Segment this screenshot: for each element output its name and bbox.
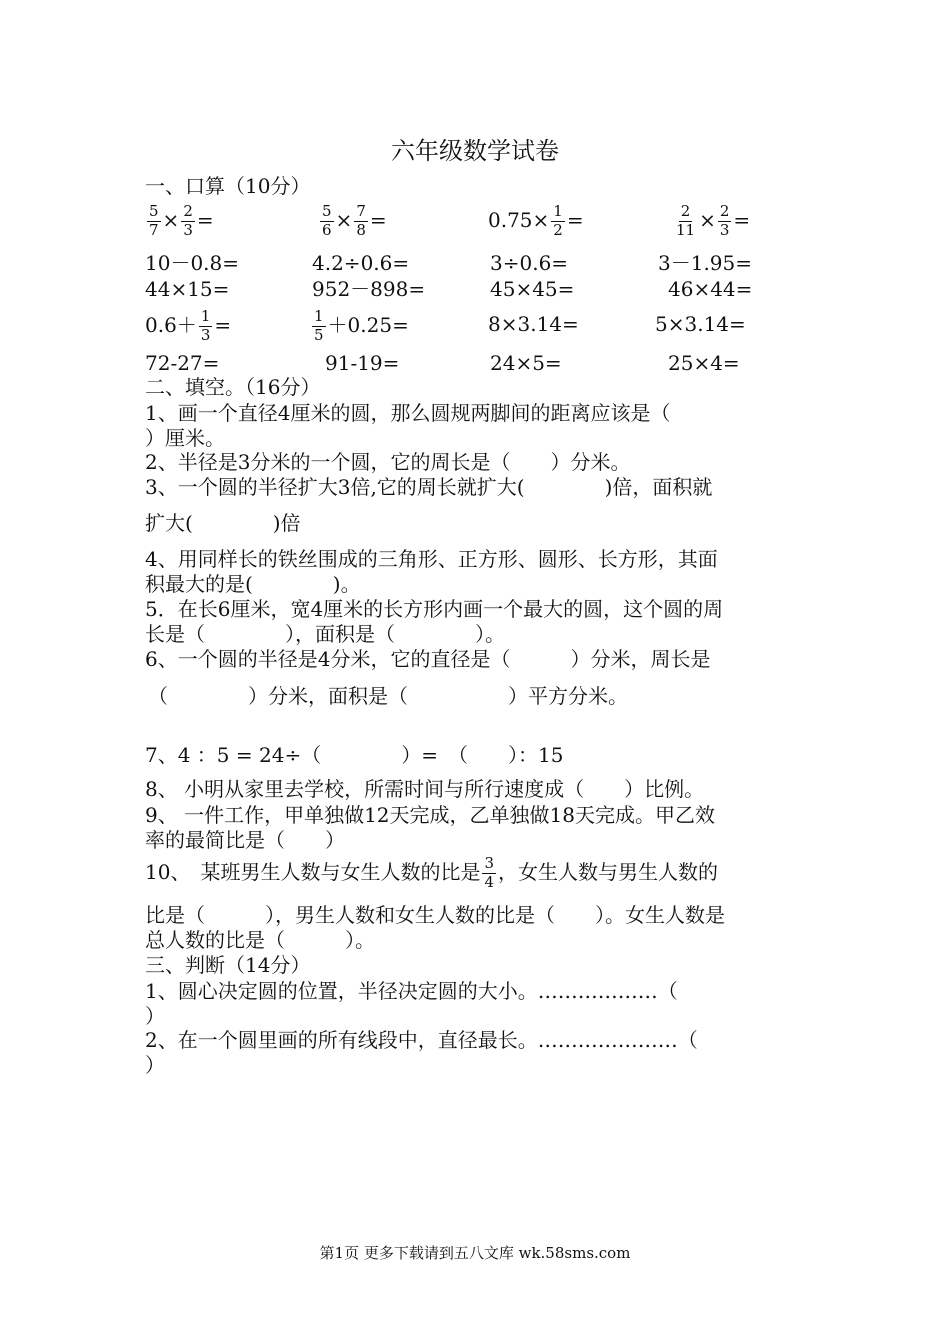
fraction: $\frac{2}{11}$: [676, 202, 696, 239]
question-text: 10、 某班男生人数与女生人数的比是 $\frac{3}{4}$ ，女生人数与男生人数的: [145, 854, 718, 891]
calc-item: 25×4=: [668, 351, 740, 375]
calc-item: 10－0.8=: [145, 251, 240, 275]
fraction: $\frac{7}{8}$: [356, 202, 366, 239]
question-text: ）厘米。: [145, 426, 225, 450]
question-text: 3、一个圆的半径扩大3倍,它的周长就扩大( )倍，面积就: [145, 475, 713, 499]
question-text: 1、画一个直径4厘米的圆，那么圆规两脚间的距离应该是（: [145, 401, 671, 425]
question-text: 5．在长6厘米，宽4厘米的长方形内画一个最大的圆，这个圆的周: [145, 597, 724, 621]
calc-item: 24×5=: [490, 351, 562, 375]
question-text: 7、4 ：5 = 24÷（ ）= （ ）：15: [145, 743, 564, 767]
calc-item: 44×15=: [145, 277, 230, 301]
question-text: 长是（ ），面积是（ ）。: [145, 622, 505, 646]
calc-item: 0.6＋ $\frac{1}{3}$ =: [145, 307, 232, 344]
fraction: $\frac{1}{3}$: [200, 307, 211, 344]
fraction: $\frac{5}{7}$: [149, 202, 159, 239]
calc-item: 46×44=: [668, 277, 753, 301]
question-text: ）: [145, 1004, 165, 1028]
calc-item: 8×3.14=: [488, 312, 579, 336]
fraction: $\frac{5}{6}$: [322, 202, 332, 239]
calc-item: 3÷0.6=: [490, 251, 569, 275]
calc-item: 5×3.14=: [655, 312, 746, 336]
question-text: 8、 小明从家里去学校，所需时间与所行速度成（ ）比例。: [145, 777, 705, 801]
calc-item: $\frac{5}{7}$ × $\frac{2}{3}$ =: [149, 202, 214, 239]
calc-item: 0.75× $\frac{1}{2}$ =: [488, 202, 584, 239]
question-text: 6、一个圆的半径是4分米，它的直径是（ ）分米，周长是: [145, 647, 711, 671]
fraction: $\frac{2}{3}$: [183, 202, 193, 239]
calc-item: $\frac{1}{5}$ ＋0.25=: [314, 307, 409, 344]
question-text: 率的最简比是（ ）: [145, 828, 345, 852]
question-text: 9、 一件工作，甲单独做12天完成，乙单独做18天完成。甲乙效: [145, 803, 715, 827]
fraction: $\frac{1}{5}$: [314, 307, 324, 344]
calc-item: 3－1.95=: [658, 251, 753, 275]
calc-item: 72-27=: [145, 351, 220, 375]
fraction: $\frac{1}{2}$: [553, 202, 563, 239]
question-text: ）: [145, 1053, 165, 1077]
question-text: 1、圆心决定圆的位置，半径决定圆的大小。………………（: [145, 979, 678, 1003]
page-title: 六年级数学试卷: [391, 137, 559, 165]
calc-item: $\frac{2}{11}$ × $\frac{2}{3}$ =: [676, 202, 751, 239]
question-text: （ ）分米，面积是（ ）平方分米。: [148, 684, 628, 708]
fraction: $\frac{3}{4}$: [484, 854, 494, 891]
section-1-heading: 一、口算（10分）: [145, 174, 311, 198]
calc-item: 952－898=: [312, 277, 426, 301]
page-footer: 第1页 更多下载请到五八文库 wk.58sms.com: [319, 1244, 631, 1262]
question-text: 4、用同样长的铁丝围成的三角形、正方形、圆形、长方形，其面: [145, 547, 718, 571]
section-3-heading: 三、判断（14分）: [145, 953, 311, 977]
question-text: 2、半径是3分米的一个圆，它的周长是（ ）分米。: [145, 450, 631, 474]
calc-item: 4.2÷0.6=: [312, 251, 410, 275]
question-text: 总人数的比是（ ）。: [145, 928, 375, 952]
calc-item: 45×45=: [490, 277, 575, 301]
section-2-heading: 二、填空。（16分）: [145, 375, 321, 399]
question-text: 扩大( )倍: [145, 511, 301, 535]
fraction: $\frac{2}{3}$: [719, 202, 730, 239]
question-text: 2、在一个圆里画的所有线段中，直径最长。…………………（: [145, 1028, 698, 1052]
calc-item: $\frac{5}{6}$ × $\frac{7}{8}$ =: [322, 202, 387, 239]
question-text: 比是（ ），男生人数和女生人数的比是（ ）。女生人数是: [145, 903, 725, 927]
calc-item: 91-19=: [325, 351, 400, 375]
question-text: 积最大的是( )。: [145, 572, 361, 596]
